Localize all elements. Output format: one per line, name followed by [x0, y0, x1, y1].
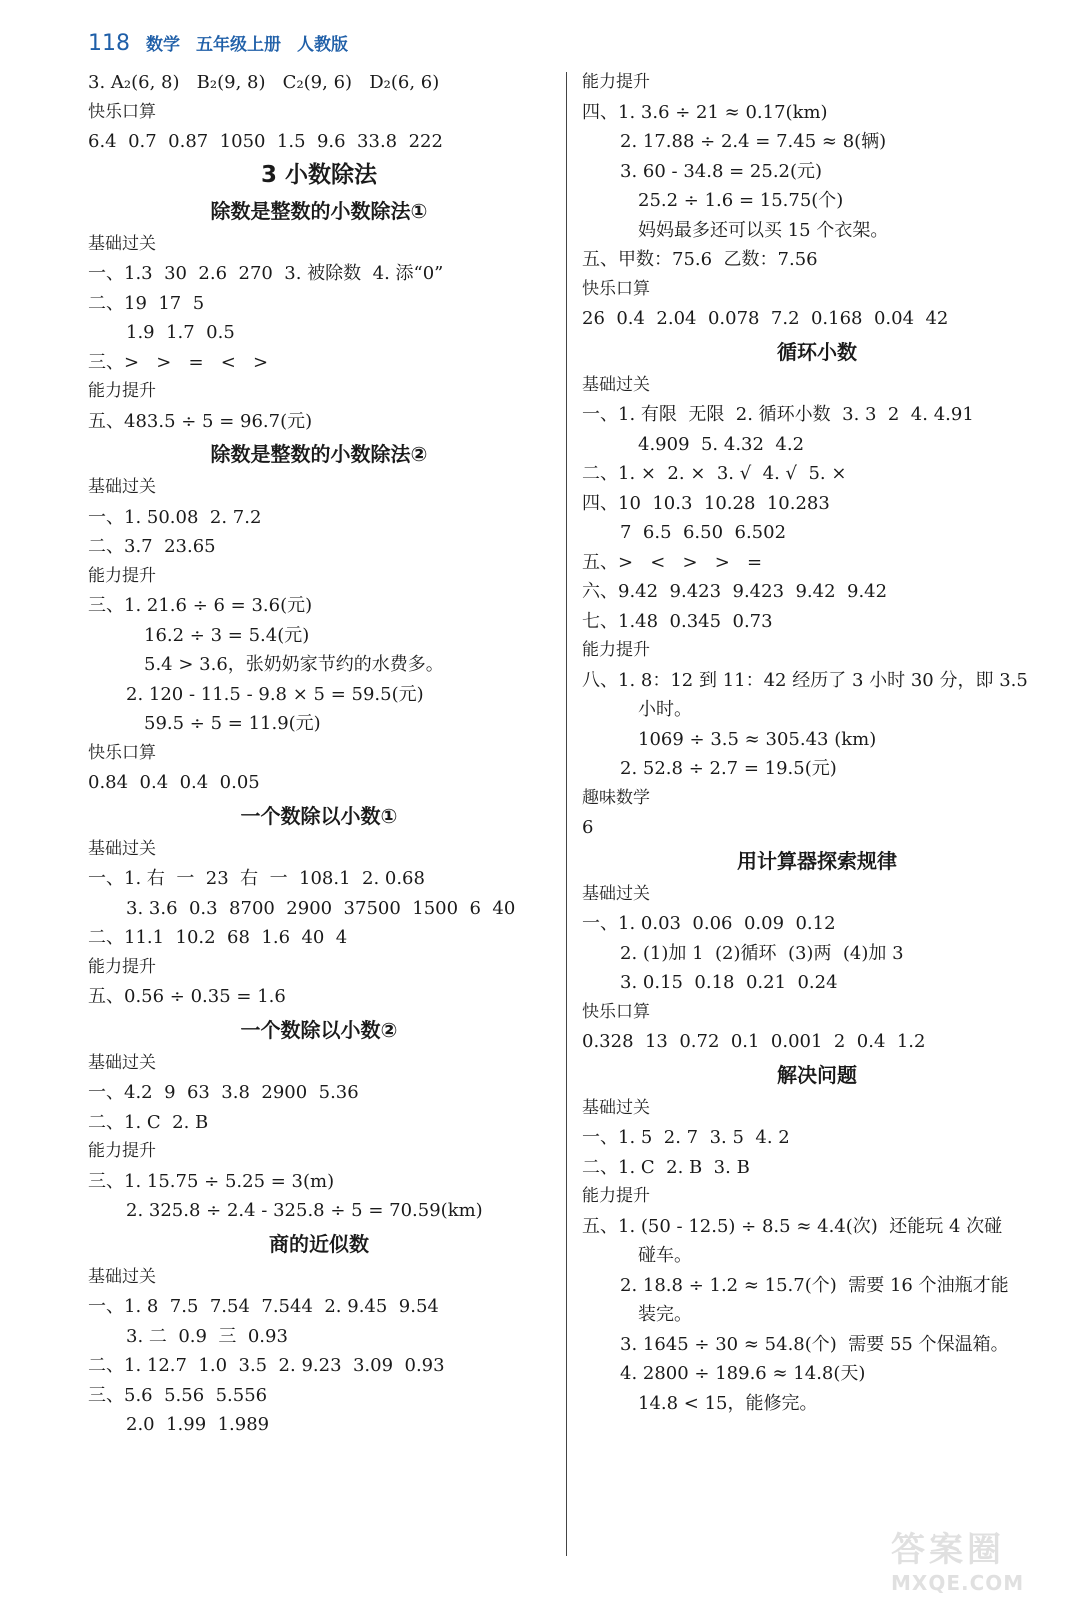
answer-line: 一、1. 5 2. 7 3. 5 4. 2 — [582, 1127, 790, 1148]
subsection-label: 能力提升 — [88, 381, 156, 401]
watermark-url: MXQE.COM — [891, 1571, 1025, 1595]
subsection-label: 能力提升 — [582, 72, 650, 92]
answer-line: 2. 18.8 ÷ 1.2 ≈ 15.7(个) 需要 16 个油瓶才能 — [620, 1274, 1009, 1296]
watermark — [891, 1522, 1061, 1595]
answer-line: 1.9 1.7 0.5 — [126, 322, 235, 343]
answer-line: 三、1. 15.75 ÷ 5.25 = 3(m) — [88, 1170, 335, 1192]
chapter-title: 3 小数除法 — [260, 161, 377, 188]
answer-line: 四、1. 3.6 ÷ 21 ≈ 0.17(km) — [582, 101, 828, 123]
answer-line: 25.2 ÷ 1.6 = 15.75(个) — [638, 190, 844, 211]
header-subject: 数学 — [146, 35, 180, 55]
answer-line: 一、1. 右 一 23 右 一 108.1 2. 0.68 — [88, 868, 425, 889]
answer-line: 二、1. 12.7 1.0 3.5 2. 9.23 3.09 0.93 — [88, 1355, 445, 1376]
answer-line: 3. 3.6 0.3 8700 2900 37500 1500 6 40 — [126, 897, 516, 919]
answer-line: 碰车。 — [638, 1245, 692, 1266]
subsection-label: 快乐口算 — [582, 278, 650, 299]
subsection-label: 快乐口算 — [582, 1001, 650, 1022]
answer-line: 3. 0.15 0.18 0.21 0.24 — [620, 972, 838, 993]
answer-line: 16.2 ÷ 3 = 5.4(元) — [144, 624, 310, 646]
answer-line: 3. 二 0.9 三 0.93 — [126, 1325, 288, 1347]
subsection-label: 基础过关 — [582, 1097, 650, 1118]
subsection-label: 能力提升 — [582, 1186, 650, 1206]
section-title: 用计算器探索规律 — [737, 848, 897, 873]
answer-line: 2.0 1.99 1.989 — [126, 1414, 270, 1435]
answer-line: 妈妈最多还可以买 15 个衣架。 — [638, 219, 889, 241]
answer-line: 2. 325.8 ÷ 2.4 - 325.8 ÷ 5 = 70.59(km) — [126, 1200, 483, 1221]
answer-line: 一、1. 0.03 0.06 0.09 0.12 — [582, 913, 836, 934]
answer-line: 6.4 0.7 0.87 1050 1.5 9.6 33.8 222 — [88, 131, 443, 152]
header-edition: 人教版 — [297, 35, 348, 55]
answer-line: 4.909 5. 4.32 4.2 — [638, 433, 805, 455]
answer-line: 五、1. (50 - 12.5) ÷ 8.5 ≈ 4.4(次) 还能玩 4 次碰 — [582, 1215, 1003, 1237]
answer-line: 一、1.3 30 2.6 270 3. 被除数 4. 添“0” — [88, 263, 444, 284]
answer-line: 小时。 — [638, 699, 692, 720]
answer-line: 一、4.2 9 63 3.8 2900 5.36 — [88, 1082, 359, 1103]
answer-line: 二、3.7 23.65 — [88, 536, 216, 557]
answer-line: 5.4 > 3.6，张奶奶家节约的水费多。 — [144, 654, 444, 675]
answer-line: 2. 120 - 11.5 - 9.8 × 5 = 59.5(元) — [126, 683, 424, 705]
subsection-label: 基础过关 — [88, 233, 156, 254]
section-title: 解决问题 — [777, 1062, 857, 1087]
answer-line: 2. 17.88 ÷ 2.4 = 7.45 ≈ 8(辆) — [620, 131, 887, 152]
subsection-label: 能力提升 — [88, 1141, 156, 1161]
answer-line: 三、5.6 5.56 5.556 — [88, 1384, 268, 1406]
answer-line: 装完。 — [638, 1304, 692, 1325]
answer-line: 二、1. C 2. B — [88, 1111, 209, 1133]
answer-line: 三、> > = < > — [88, 351, 269, 373]
subsection-label: 基础过关 — [582, 883, 650, 904]
section-title: 循环小数 — [777, 339, 857, 364]
answer-line: 二、1. C 2. B 3. B — [582, 1156, 750, 1178]
answer-line: 五、> < > > = — [582, 551, 763, 573]
section-title: 一个数除以小数① — [240, 803, 398, 828]
answer-line: 1069 ÷ 3.5 ≈ 305.43 (km) — [638, 728, 877, 750]
answer-line: 7 6.5 6.50 6.502 — [620, 522, 787, 543]
answer-line: 五、0.56 ÷ 0.35 = 1.6 — [88, 986, 286, 1007]
answer-line: 七、1.48 0.345 0.73 — [582, 610, 773, 632]
right-answer-column — [582, 68, 1052, 1418]
subsection-label: 能力提升 — [582, 640, 650, 660]
answer-line: 五、甲数：75.6 乙数：7.56 — [582, 249, 818, 270]
answer-line: 一、1. 有限 无限 2. 循环小数 3. 3 2 4. 4.91 — [582, 404, 974, 425]
answer-line: 二、1. × 2. × 3. √ 4. √ 5. × — [582, 463, 847, 484]
answer-line: 六、9.42 9.423 9.423 9.42 9.42 — [582, 581, 888, 602]
subsection-label: 能力提升 — [88, 565, 156, 586]
answer-line: 3. A₂(6, 8) B₂(9, 8) C₂(9, 6) D₂(6, 6) — [88, 72, 440, 93]
section-title: 商的近似数 — [269, 1231, 369, 1256]
subsection-label: 快乐口算 — [88, 742, 156, 763]
answer-line: 0.84 0.4 0.4 0.05 — [88, 772, 260, 793]
answer-line: 三、1. 21.6 ÷ 6 = 3.6(元) — [88, 595, 313, 616]
section-title: 除数是整数的小数除法② — [210, 442, 428, 466]
answer-line: 一、1. 50.08 2. 7.2 — [88, 506, 262, 528]
section-title: 一个数除以小数② — [240, 1017, 398, 1042]
subsection-label: 趣味数学 — [582, 787, 650, 808]
page-number: 118 — [88, 31, 130, 56]
subsection-label: 基础过关 — [88, 477, 156, 497]
answer-line: 一、1. 8 7.5 7.54 7.544 2. 9.45 9.54 — [88, 1296, 439, 1317]
subsection-label: 基础过关 — [88, 1052, 156, 1073]
page-header — [88, 30, 364, 60]
answer-line: 四、10 10.3 10.28 10.283 — [582, 492, 830, 514]
subsection-label: 能力提升 — [88, 956, 156, 977]
answer-line: 二、11.1 10.2 68 1.6 40 4 — [88, 927, 348, 948]
answer-line: 3. 60 - 34.8 = 25.2(元) — [620, 160, 823, 182]
subsection-label: 基础过关 — [88, 838, 156, 859]
header-grade: 五年级上册 — [196, 35, 281, 55]
watermark-logo: 答案圈 — [891, 1530, 1005, 1570]
answer-line: 2. 52.8 ÷ 2.7 = 19.5(元) — [620, 758, 837, 779]
column-divider — [566, 72, 567, 1556]
section-title: 除数是整数的小数除法① — [210, 198, 428, 223]
subsection-label: 基础过关 — [582, 374, 650, 395]
answer-line: 0.328 13 0.72 0.1 0.001 2 0.4 1.2 — [582, 1031, 926, 1052]
answer-line: 14.8 < 15，能修完。 — [638, 1392, 818, 1414]
answer-line: 3. 1645 ÷ 30 ≈ 54.8(个) 需要 55 个保温箱。 — [620, 1333, 1009, 1355]
left-answer-column — [88, 68, 550, 1440]
answer-line: 五、483.5 ÷ 5 = 96.7(元) — [88, 410, 313, 432]
answer-line: 4. 2800 ÷ 189.6 ≈ 14.8(天) — [620, 1363, 866, 1384]
answer-line: 八、1. 8：12 到 11：42 经历了 3 小时 30 分，即 3.5 — [582, 669, 1028, 691]
subsection-label: 快乐口算 — [88, 101, 156, 122]
answer-line: 2. (1)加 1 (2)循环 (3)两 (4)加 3 — [620, 942, 904, 964]
answer-line: 26 0.4 2.04 0.078 7.2 0.168 0.04 42 — [582, 308, 949, 329]
subsection-label: 基础过关 — [88, 1266, 156, 1287]
answer-line: 二、19 17 5 — [88, 292, 205, 314]
answer-line: 6 — [582, 817, 594, 838]
answer-line: 59.5 ÷ 5 = 11.9(元) — [144, 713, 321, 734]
